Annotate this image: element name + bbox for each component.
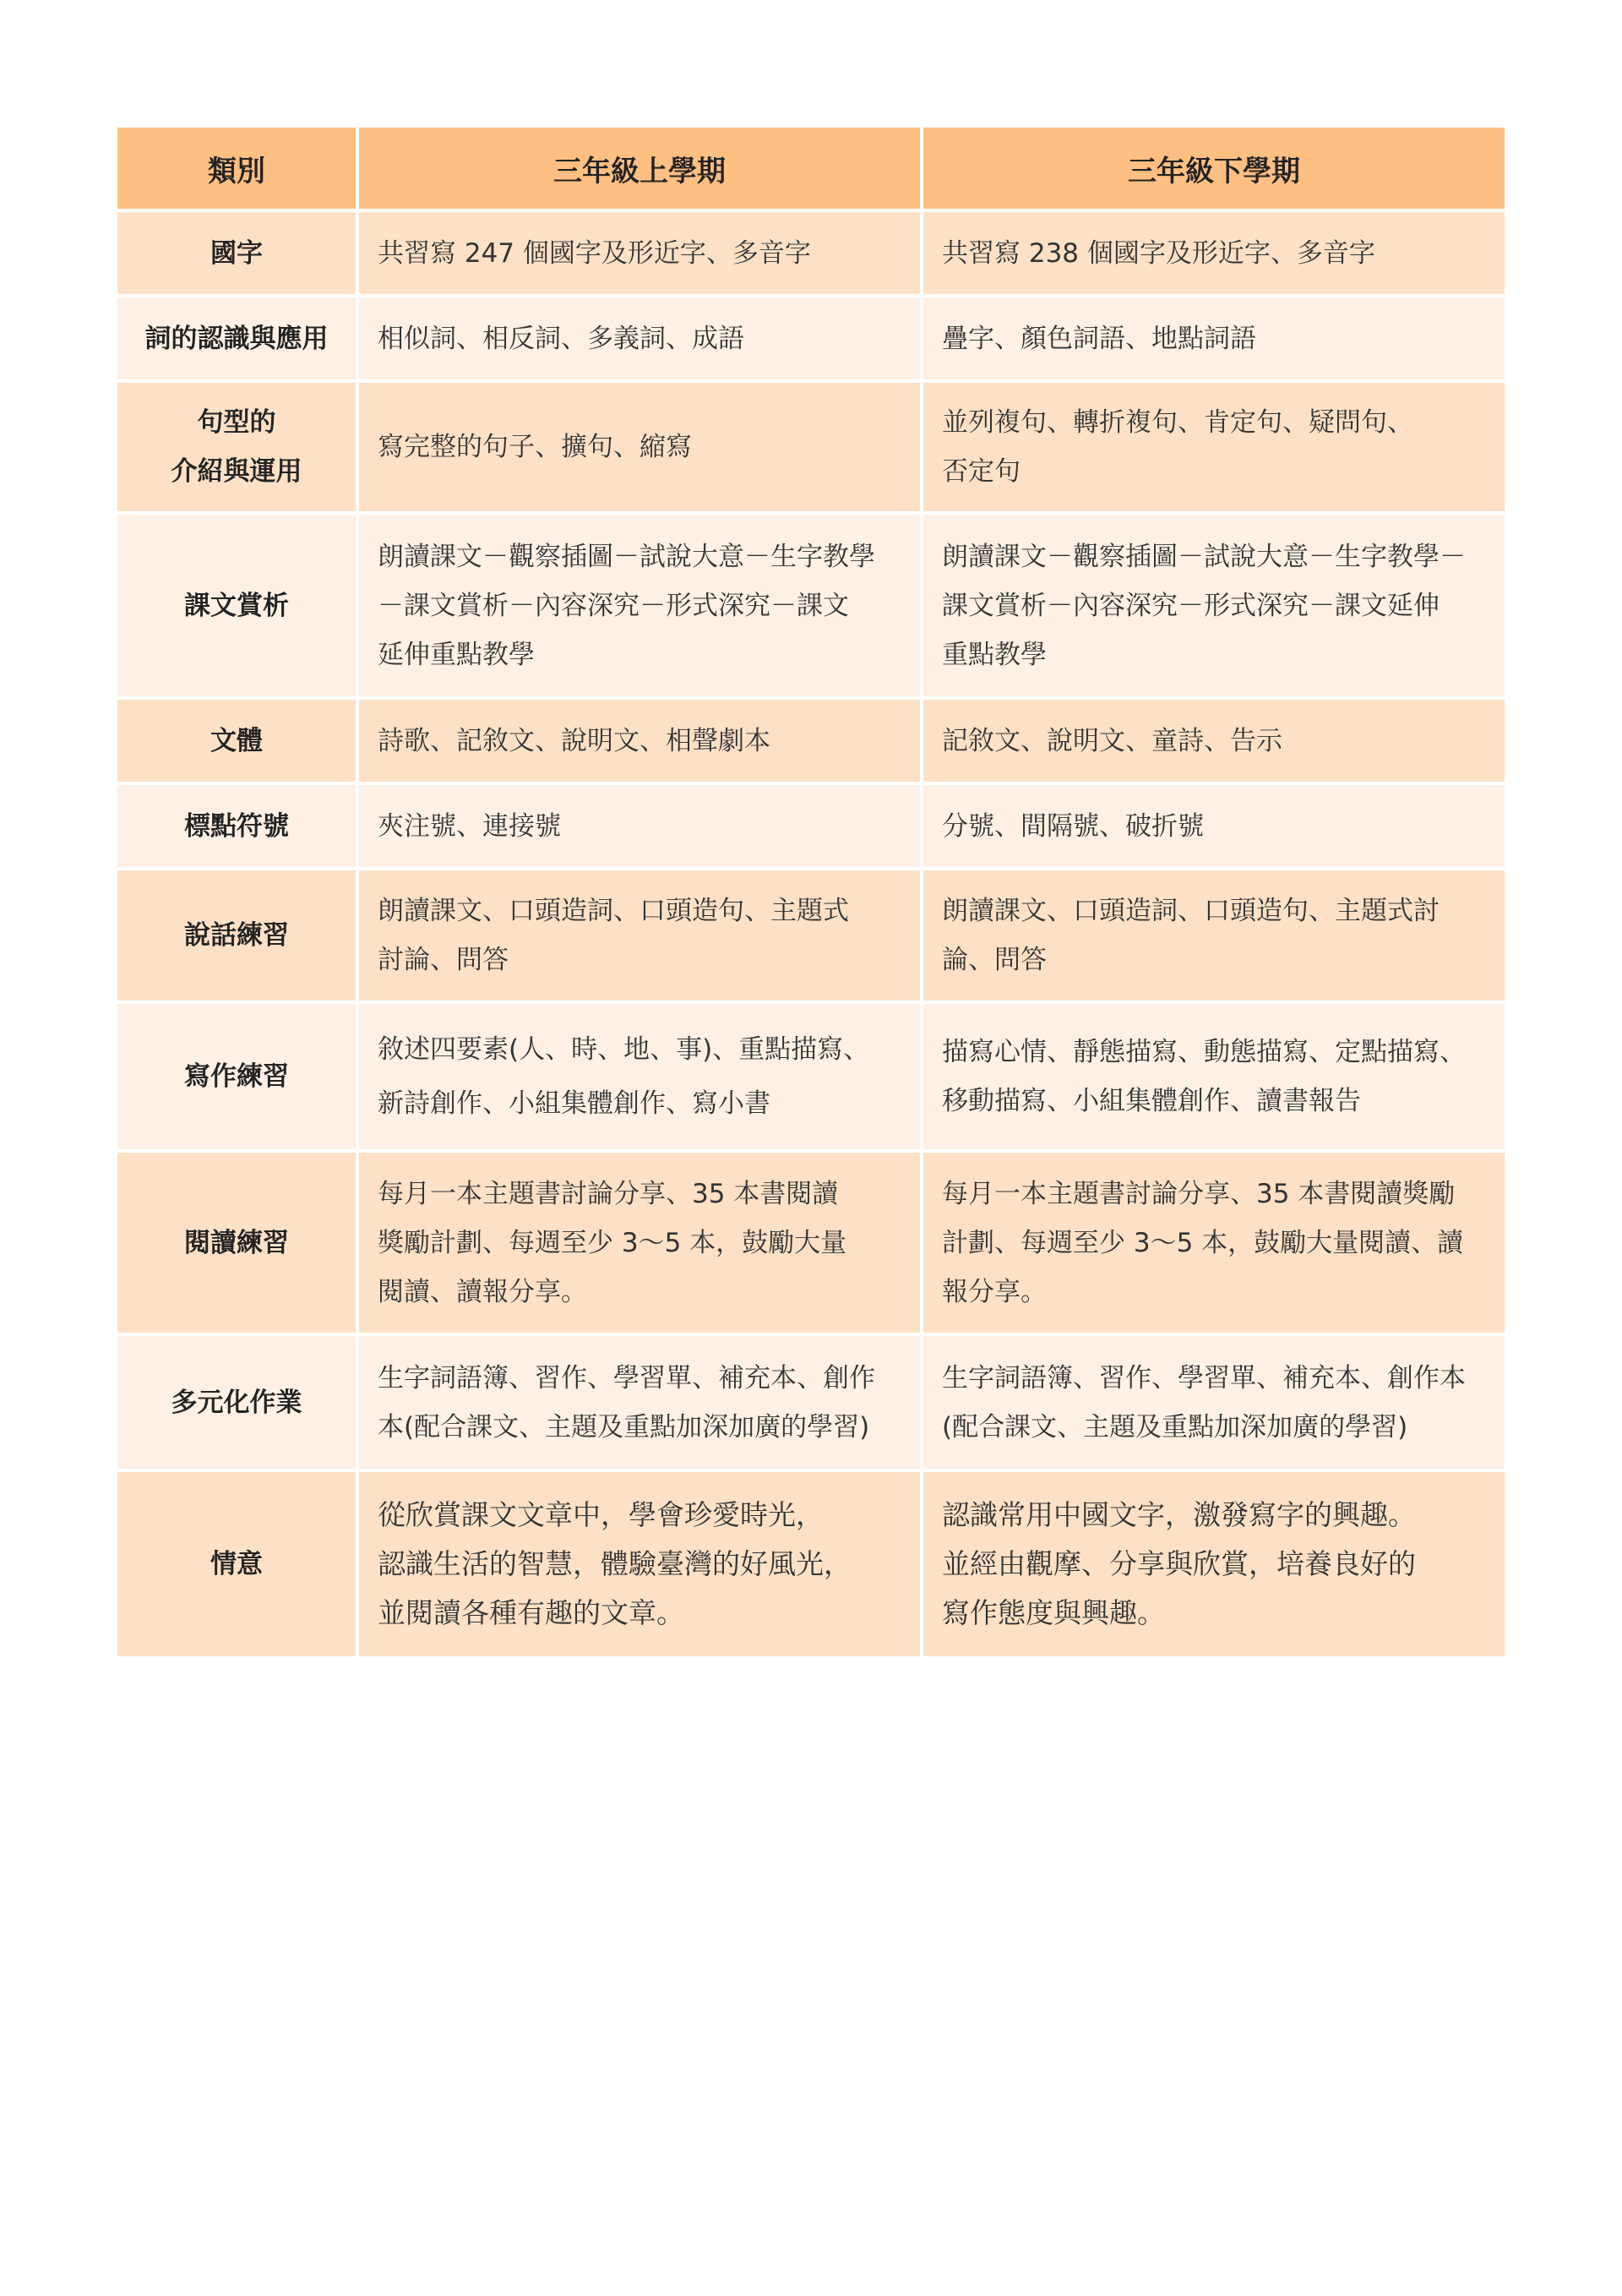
cell-text: 新詩創作、小組集體創作、寫小書 [378,1088,770,1119]
cell-text: －課文賞析－內容深究－形式深究－課文 [378,590,849,621]
cell-text: (配合課文、主題及重點加深加廣的學習) [942,1411,1408,1442]
first-semester-cell [359,1153,920,1333]
table-row [117,1472,1505,1656]
cell-text: 共習寫 247 個國字及形近字、多音字 [378,237,811,269]
table-row [117,785,1505,867]
category-label: 文體 [210,725,263,756]
cell-text: 每月一本主題書討論分享、35 本書閱讀獎勵 [942,1178,1456,1209]
cell-text: 疊字、顏色詞語、地點詞語 [942,323,1256,354]
category-label: 詞的認識與應用 [144,323,329,354]
cell-text: 認識常用中國文字，激發寫字的興趣。 [942,1498,1416,1531]
second-semester-cell [923,1336,1505,1469]
first-semester-cell [359,700,920,782]
second-semester-cell [923,212,1505,294]
category-label: 情意 [210,1549,263,1579]
second-semester-cell [923,383,1505,511]
cell-text: 生字詞語簿、習作、學習單、補充本、創作本 [942,1362,1466,1393]
second-semester-cell [923,870,1505,1001]
cell-text: 寫完整的句子、擴句、縮寫 [378,432,692,462]
cell-text: 論、問答 [942,945,1047,975]
cell-text: 朗讀課文－觀察插圖－試說大意－生字教學 [378,541,875,572]
row-category-cell [117,1153,356,1333]
category-label: 閱讀練習 [184,1227,289,1258]
table-row [117,1004,1505,1149]
first-semester-cell [359,515,920,696]
second-semester-cell [923,785,1505,867]
cell-text: 夾注號、連接號 [378,810,561,842]
cell-text: 寫作態度與興趣。 [942,1596,1165,1629]
second-semester-cell [923,1472,1505,1656]
category-label: 說話練習 [184,920,289,951]
row-category-cell [117,297,356,379]
table-row [117,870,1505,1001]
cell-text: 記敘文、說明文、童詩、告示 [942,725,1282,756]
first-semester-cell [359,1336,920,1469]
table-row [117,700,1505,782]
header-second-semester: 三年級下學期 [923,128,1505,209]
row-category-cell [117,870,356,1001]
second-semester-cell [923,1004,1505,1149]
cell-text: 朗讀課文、口頭造詞、口頭造句、主題式討 [942,896,1440,926]
cell-text: 從欣賞課文文章中，學會珍愛時光， [378,1498,824,1531]
cell-text: 詩歌、記敘文、說明文、相聲劇本 [378,725,770,756]
table-row [117,297,1505,379]
cell-text: 閱讀、讀報分享。 [378,1276,587,1307]
curriculum-sheet [117,128,1508,1656]
cell-text: 朗讀課文－觀察插圖－試說大意－生字教學－ [942,541,1466,572]
table-body [117,212,1505,1656]
row-category-cell [117,785,356,867]
row-category-cell [117,212,356,294]
cell-text: 共習寫 238 個國字及形近字、多音字 [942,237,1375,269]
first-semester-cell [359,1472,920,1656]
first-semester-cell [359,785,920,867]
cell-text: 計劃、每週至少 3～5 本，鼓勵大量閱讀、讀 [942,1227,1464,1258]
cell-text: 並列複句、轉折複句、肯定句、疑問句、 [942,407,1413,438]
cell-text: 報分享。 [942,1276,1047,1307]
category-label: 課文賞析 [184,590,289,621]
header-category: 類別 [117,128,356,209]
cell-text: 描寫心情、靜態描寫、動態描寫、定點描寫、 [942,1037,1466,1067]
table-row [117,1153,1505,1333]
second-semester-cell [923,515,1505,696]
row-category-cell [117,700,356,782]
cell-text: 每月一本主題書討論分享、35 本書閱讀 [378,1178,839,1209]
cell-text: 分號、間隔號、破折號 [942,810,1204,842]
table-header [117,128,1505,209]
header-row [117,128,1505,209]
second-semester-cell [923,1153,1505,1333]
category-label: 多元化作業 [171,1387,302,1418]
row-category-cell [117,383,356,511]
row-category-cell [117,1336,356,1469]
cell-text: 朗讀課文、口頭造詞、口頭造句、主題式 [378,896,849,926]
first-semester-cell [359,870,920,1001]
second-semester-cell [923,700,1505,782]
table-row [117,1336,1505,1469]
cell-text: 本(配合課文、主題及重點加深加廣的學習) [378,1411,870,1442]
cell-text: 並經由觀摩、分享與欣賞，培養良好的 [942,1547,1416,1580]
cell-text: 認識生活的智慧，體驗臺灣的好風光， [378,1547,852,1580]
cell-text: 並閱讀各種有趣的文章。 [378,1596,684,1629]
first-semester-cell [359,1004,920,1149]
cell-text: 獎勵計劃、每週至少 3～5 本，鼓勵大量 [378,1227,847,1258]
table-row [117,212,1505,294]
cell-text: 重點教學 [942,639,1047,670]
cell-text: 討論、問答 [378,945,509,975]
first-semester-cell [359,212,920,294]
row-category-cell [117,1472,356,1656]
second-semester-cell [923,297,1505,379]
table-row [117,383,1505,511]
cell-text: 移動描寫、小組集體創作、讀書報告 [942,1086,1361,1116]
category-label: 寫作練習 [184,1061,289,1092]
row-category-cell [117,515,356,696]
category-label: 國字 [210,237,263,269]
category-label: 介紹與運用 [171,456,302,487]
cell-text: 相似詞、相反詞、多義詞、成語 [378,323,744,354]
first-semester-cell [359,383,920,511]
cell-text: 生字詞語簿、習作、學習單、補充本、創作 [378,1362,875,1393]
first-semester-cell [359,297,920,379]
category-label: 句型的 [197,407,276,438]
cell-text: 延伸重點教學 [378,639,535,670]
cell-text: 否定句 [942,456,1021,487]
table-row [117,515,1505,696]
row-category-cell [117,1004,356,1149]
cell-text: 敘述四要素(人、時、地、事)、重點描寫、 [378,1034,870,1065]
header-first-semester: 三年級上學期 [359,128,920,209]
cell-text: 課文賞析－內容深究－形式深究－課文延伸 [942,590,1440,621]
curriculum-table [114,124,1508,1660]
category-label: 標點符號 [184,810,289,842]
